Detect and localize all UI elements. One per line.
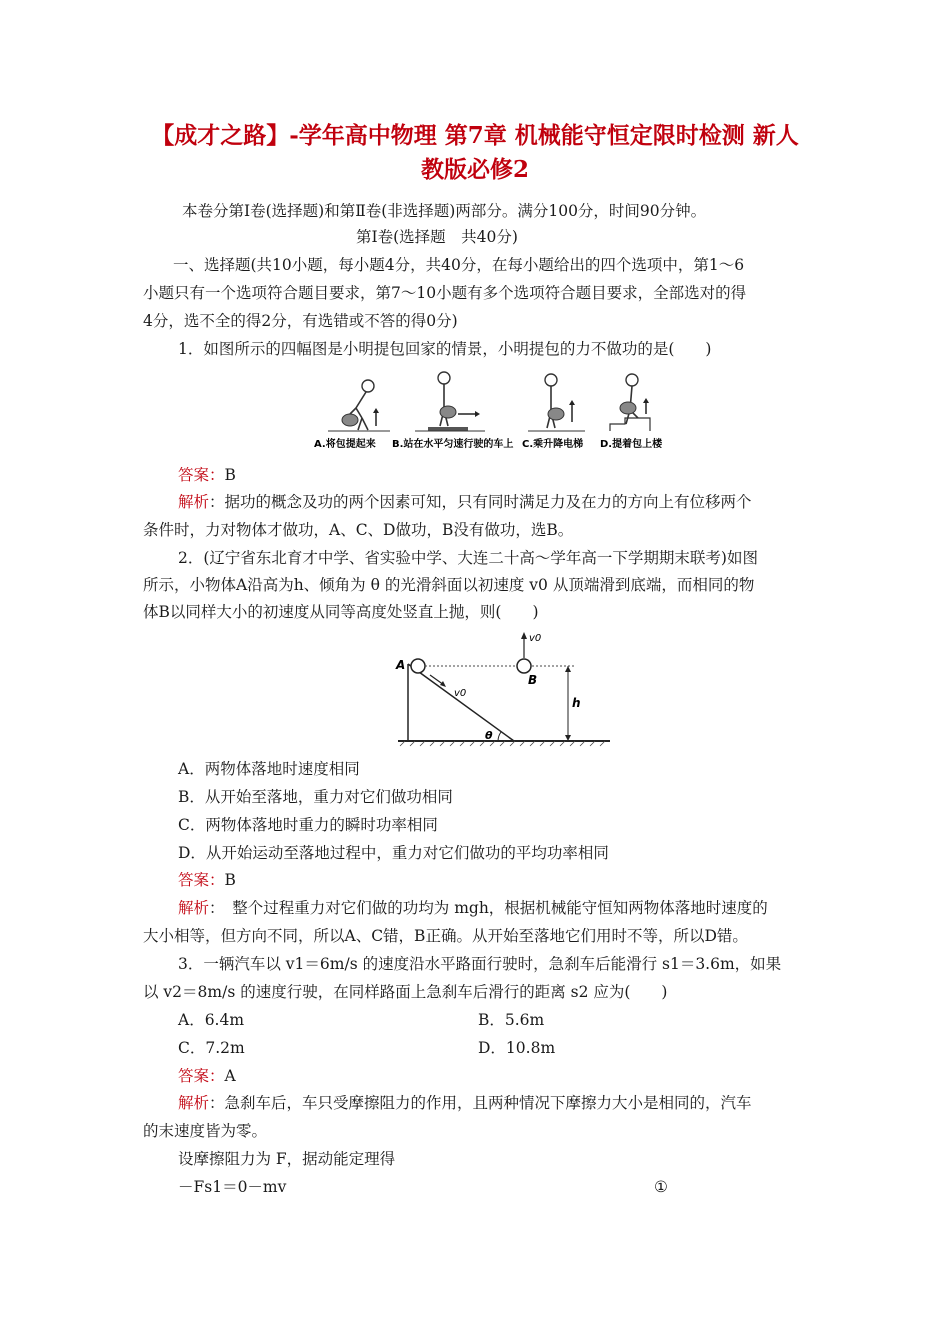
answer-value: B: [224, 466, 236, 484]
person-on-stairs-figure: [610, 374, 650, 431]
q3-option-d: D．10.8m: [478, 1039, 556, 1057]
q2-option-d: D．从开始运动至落地过程中，重力对它们做功的平均功率相同: [178, 844, 609, 862]
section-title: 第Ⅰ卷(选择题 共40分): [356, 228, 518, 246]
analysis-text: ：急刹车后，车只受摩擦阻力的作用，且两种情况下摩擦力大小是相同的，汽车: [209, 1094, 752, 1112]
q2-answer: [178, 869, 236, 891]
label-a: A: [396, 658, 406, 672]
person-lifting-bag-figure: [328, 380, 390, 431]
analysis-text: ：据功的概念及功的两个因素可知，只有同时满足力及在力的方向上有位移两个: [209, 493, 752, 511]
label-v0-a: v0: [454, 688, 467, 699]
analysis-label: 解析: [178, 1094, 210, 1112]
instructions-line: 4分，选不全的得2分，有选错或不答的得0分): [143, 312, 458, 330]
caption-b: B.站在水平匀速行驶的车上: [392, 439, 514, 450]
q2-option-c: C．两物体落地时重力的瞬时功率相同: [178, 816, 438, 834]
analysis-label: 解析: [178, 899, 210, 917]
answer-label: 答案：: [178, 1067, 225, 1085]
q1-stem: 1．如图所示的四幅图是小明提包回家的情景，小明提包的力不做功的是( ): [178, 340, 712, 358]
q2-stem-line2: 所示，小物体A沿高为h、倾角为 θ 的光滑斜面以初速度 v0 从顶端滑到底端，而相同的物: [143, 576, 755, 594]
q2-option-b: B．从开始至落地，重力对它们做功相同: [178, 788, 453, 806]
q1-analysis-line2: 条件时，力对物体才做功，A、C、D做功，B没有做功，选B。: [143, 521, 574, 539]
q1-figure: [310, 370, 670, 452]
answer-value: A: [224, 1067, 236, 1085]
label-h: h: [572, 696, 581, 710]
equation-number: ①: [654, 1178, 668, 1196]
q3-setup: 设摩擦阻力为 F，据动能定理得: [178, 1150, 396, 1168]
analysis-text: ： 整个过程重力对它们做的功均为 mgh，根据机械能守恒知两物体落地时速度的: [209, 899, 768, 917]
q2-option-a: A．两物体落地时速度相同: [178, 760, 360, 778]
analysis-label: 解析: [178, 493, 210, 511]
q2-stem-line3: 体B以同样大小的初速度从同等高度处竖直上抛，则( ): [143, 603, 539, 621]
q3-stem-line2: 以 v2＝8m/s 的速度行驶，在同样路面上急刹车后滑行的距离 s2 应为( ): [143, 983, 668, 1001]
q3-stem-line1: 3．一辆汽车以 v1＝6m/s 的速度沿水平路面行驶时，急刹车后能滑行 s1＝3.6m，如果: [178, 955, 782, 973]
label-v0-b: v0: [529, 633, 542, 644]
q2-stem-line1: 2．(辽宁省东北育才中学、省实验中学、大连二十高～学年高一下学期期末联考)如图: [178, 549, 758, 567]
q3-option-c: C．7.2m: [178, 1039, 245, 1057]
instructions-line: 一、选择题(共10小题，每小题4分，共40分，在每小题给出的四个选项中，第1～6: [173, 256, 745, 274]
q3-answer: [178, 1065, 236, 1087]
answer-label: 答案：: [178, 871, 225, 889]
answer-label: 答案：: [178, 466, 225, 484]
caption-d: D.提着包上楼: [600, 439, 663, 450]
caption-c: C.乘升降电梯: [522, 439, 584, 450]
q3-equation: －Fs1＝0－mv: [178, 1178, 287, 1196]
q2-analysis-line1: [178, 897, 768, 919]
doc-title-line2: 教版必修2: [420, 156, 529, 183]
instructions-line: 小题只有一个选项符合题目要求，第7～10小题有多个选项符合题目要求，全部选对的得: [143, 284, 747, 302]
caption-a: A.将包提起来: [314, 439, 376, 450]
label-b: B: [528, 673, 538, 687]
q2-analysis-line2: 大小相等，但方向不同，所以A、C错，B正确。从开始至落地它们用时不等，所以D错。: [143, 927, 748, 945]
q3-option-a: A．6.4m: [178, 1011, 245, 1029]
q3-analysis-line2: 的末速度皆为零。: [143, 1122, 268, 1140]
person-on-car-figure: [415, 372, 485, 431]
person-in-elevator-figure: [528, 374, 585, 431]
label-theta: θ: [485, 729, 493, 742]
answer-value: B: [224, 871, 236, 889]
q3-analysis-line1: [178, 1092, 752, 1114]
intro-text: 本卷分第Ⅰ卷(选择题)和第Ⅱ卷(非选择题)两部分。满分100分，时间90分钟。: [182, 202, 707, 220]
q2-figure: [380, 628, 620, 752]
q3-option-b: B．5.6m: [478, 1011, 545, 1029]
q1-analysis-line1: [178, 491, 752, 513]
doc-title-line1: 【成才之路】-学年高中物理 第7章 机械能守恒定限时检测 新人: [151, 122, 799, 149]
q1-answer: [178, 464, 236, 486]
